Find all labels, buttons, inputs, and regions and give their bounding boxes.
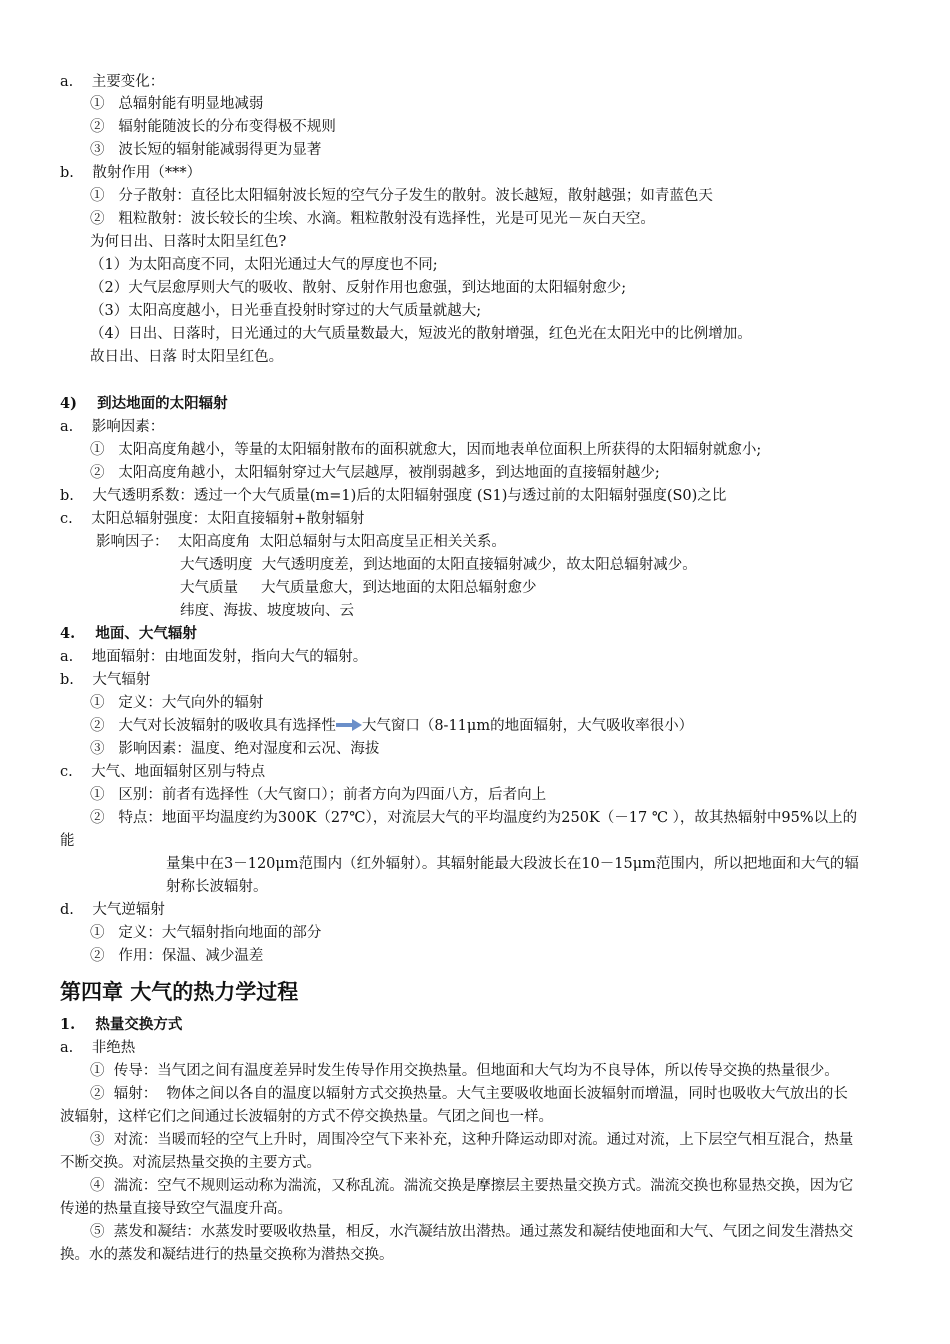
text-line: 换。水的蒸发和凝结进行的热量交换称为潜热交换。 [60, 1247, 394, 1263]
text-line: ① 分子散射：直径比太阳辐射波长短的空气分子发生的散射。波长越短，散射越强；如青蓝色天 [90, 188, 713, 204]
section-heading: 4) 到达地面的太阳辐射 [60, 395, 228, 412]
chapter-title: 第四章 大气的热力学过程 [60, 980, 299, 1004]
text-line: （3）太阳高度越小，日光垂直投射时穿过的大气质量就越大; [90, 303, 482, 319]
text-line: 纬度、海拔、坡度坡向、云 [180, 603, 354, 619]
text-line: c. 大气、地面辐射区别与特点 [60, 764, 266, 780]
text-line: ③ 波长短的辐射能减弱得更为显著 [90, 142, 322, 158]
text-line: ① 传导：当气团之间有温度差异时发生传导作用交换热量。但地面和大气均为不良导体，所以传导交换的热量很少。 [90, 1063, 839, 1079]
text-line: 波辐射，这样它们之间通过长波辐射的方式不停交换热量。气团之间也一样。 [60, 1109, 553, 1125]
text-line: ① 总辐射能有明显地减弱 [90, 96, 264, 112]
text-line: ① 区别：前者有选择性（大气窗口）；前者方向为四面八方，后者向上 [90, 787, 547, 803]
text-line: a. 非绝热 [60, 1040, 136, 1056]
section-heading: 1. 热量交换方式 [60, 1016, 183, 1033]
text-line: a. 主要变化： [60, 74, 165, 90]
text-line: （1）为太阳高度不同，太阳光通过大气的厚度也不同; [90, 257, 438, 273]
text-line: ④ 湍流：空气不规则运动称为湍流，又称乱流。湍流交换是摩擦层主要热量交换方式。湍流交换也称显热交换，因为它 [90, 1178, 854, 1194]
text-line: b. 大气透明系数：透过一个大气质量(m=1)后的太阳辐射强度 (S1)与透过前的太阳辐射强度(S0)之比 [60, 488, 727, 504]
text-line: b. 大气辐射 [60, 672, 151, 688]
text-line: 不断交换。对流层热量交换的主要方式。 [60, 1155, 321, 1171]
text-segment: 大气窗口（8-11μm的地面辐射，大气吸收率很小） [361, 718, 694, 734]
text-line: 大气质量 大气质量愈大，到达地面的太阳总辐射愈少 [180, 580, 537, 596]
text-line: ⑤ 蒸发和凝结：水蒸发时要吸收热量，相反，水汽凝结放出潜热。通过蒸发和凝结使地面和大气、气团之间发生潜热交 [90, 1224, 854, 1240]
text-line: a. 地面辐射：由地面发射，指向大气的辐射。 [60, 649, 368, 665]
text-line: a. 影响因素： [60, 419, 165, 435]
text-line: ② 粗粒散射：波长较长的尘埃、水滴。粗粒散射没有选择性，光是可见光－灰白天空。 [90, 211, 655, 227]
text-line: b. 散射作用（***） [60, 165, 202, 181]
text-line: 大气透明度 大气透明度差，到达地面的太阳直接辐射减少，故太阳总辐射减少。 [180, 557, 697, 573]
text-segment: ② 大气对长波辐射的吸收具有选择性 [90, 718, 336, 734]
text-line: 能 [60, 833, 75, 849]
text-line: 射称长波辐射。 [166, 879, 268, 895]
text-line: d. 大气逆辐射 [60, 902, 165, 918]
text-line: ③ 影响因素：温度、绝对湿度和云况、海拔 [90, 741, 380, 757]
text-line: ① 太阳高度角越小，等量的太阳辐射散布的面积就愈大，因而地表单位面积上所获得的太阳辐射就愈小; [90, 442, 762, 458]
text-line: ③ 对流：当暖而轻的空气上升时，周围冷空气下来补充，这种升降运动即对流。通过对流，上下层空气相互混合，热量 [90, 1132, 854, 1148]
text-line: ② 太阳高度角越小，太阳辐射穿过大气层越厚，被削弱越多，到达地面的直接辐射越少; [90, 465, 660, 481]
text-line: 量集中在3－120μm范围内（红外辐射）。其辐射能最大段波长在10－15μm范围内，所以把地面和大气的辐 [166, 856, 859, 872]
text-line: ① 定义：大气辐射指向地面的部分 [90, 925, 322, 941]
text-line: 影响因子： 太阳高度角 太阳总辐射与太阳高度呈正相关关系。 [96, 534, 506, 550]
section-heading: 4. 地面、大气辐射 [60, 625, 197, 642]
text-line: ② 辐射能随波长的分布变得极不规则 [90, 119, 336, 135]
right-arrow-icon [336, 718, 362, 732]
text-line: （2）大气层愈厚则大气的吸收、散射、反射作用也愈强，到达地面的太阳辐射愈少; [90, 280, 627, 296]
text-line-with-arrow [90, 716, 693, 736]
text-line: ② 作用：保温、减少温差 [90, 948, 264, 964]
text-line: ② 辐射： 物体之间以各自的温度以辐射方式交换热量。大气主要吸收地面长波辐射而增温，同时也吸收大气放出的长 [90, 1086, 848, 1102]
text-line: c. 太阳总辐射强度：太阳直接辐射+散射辐射 [60, 511, 365, 527]
text-line: 故日出、日落 时太阳呈红色。 [90, 349, 284, 365]
text-line: ① 定义：大气向外的辐射 [90, 695, 264, 711]
text-line: 为何日出、日落时太阳呈红色? [90, 234, 287, 250]
text-line: ② 特点：地面平均温度约为300K（27℃），对流层大气的平均温度约为250K（－17 ℃ ），故其热辐射中95%以上的 [90, 810, 858, 826]
text-line: （4）日出、日落时，日光通过的大气质量数最大，短波光的散射增强，红色光在太阳光中的比例增加。 [90, 326, 752, 342]
text-line: 传递的热量直接导致空气温度升高。 [60, 1201, 292, 1217]
